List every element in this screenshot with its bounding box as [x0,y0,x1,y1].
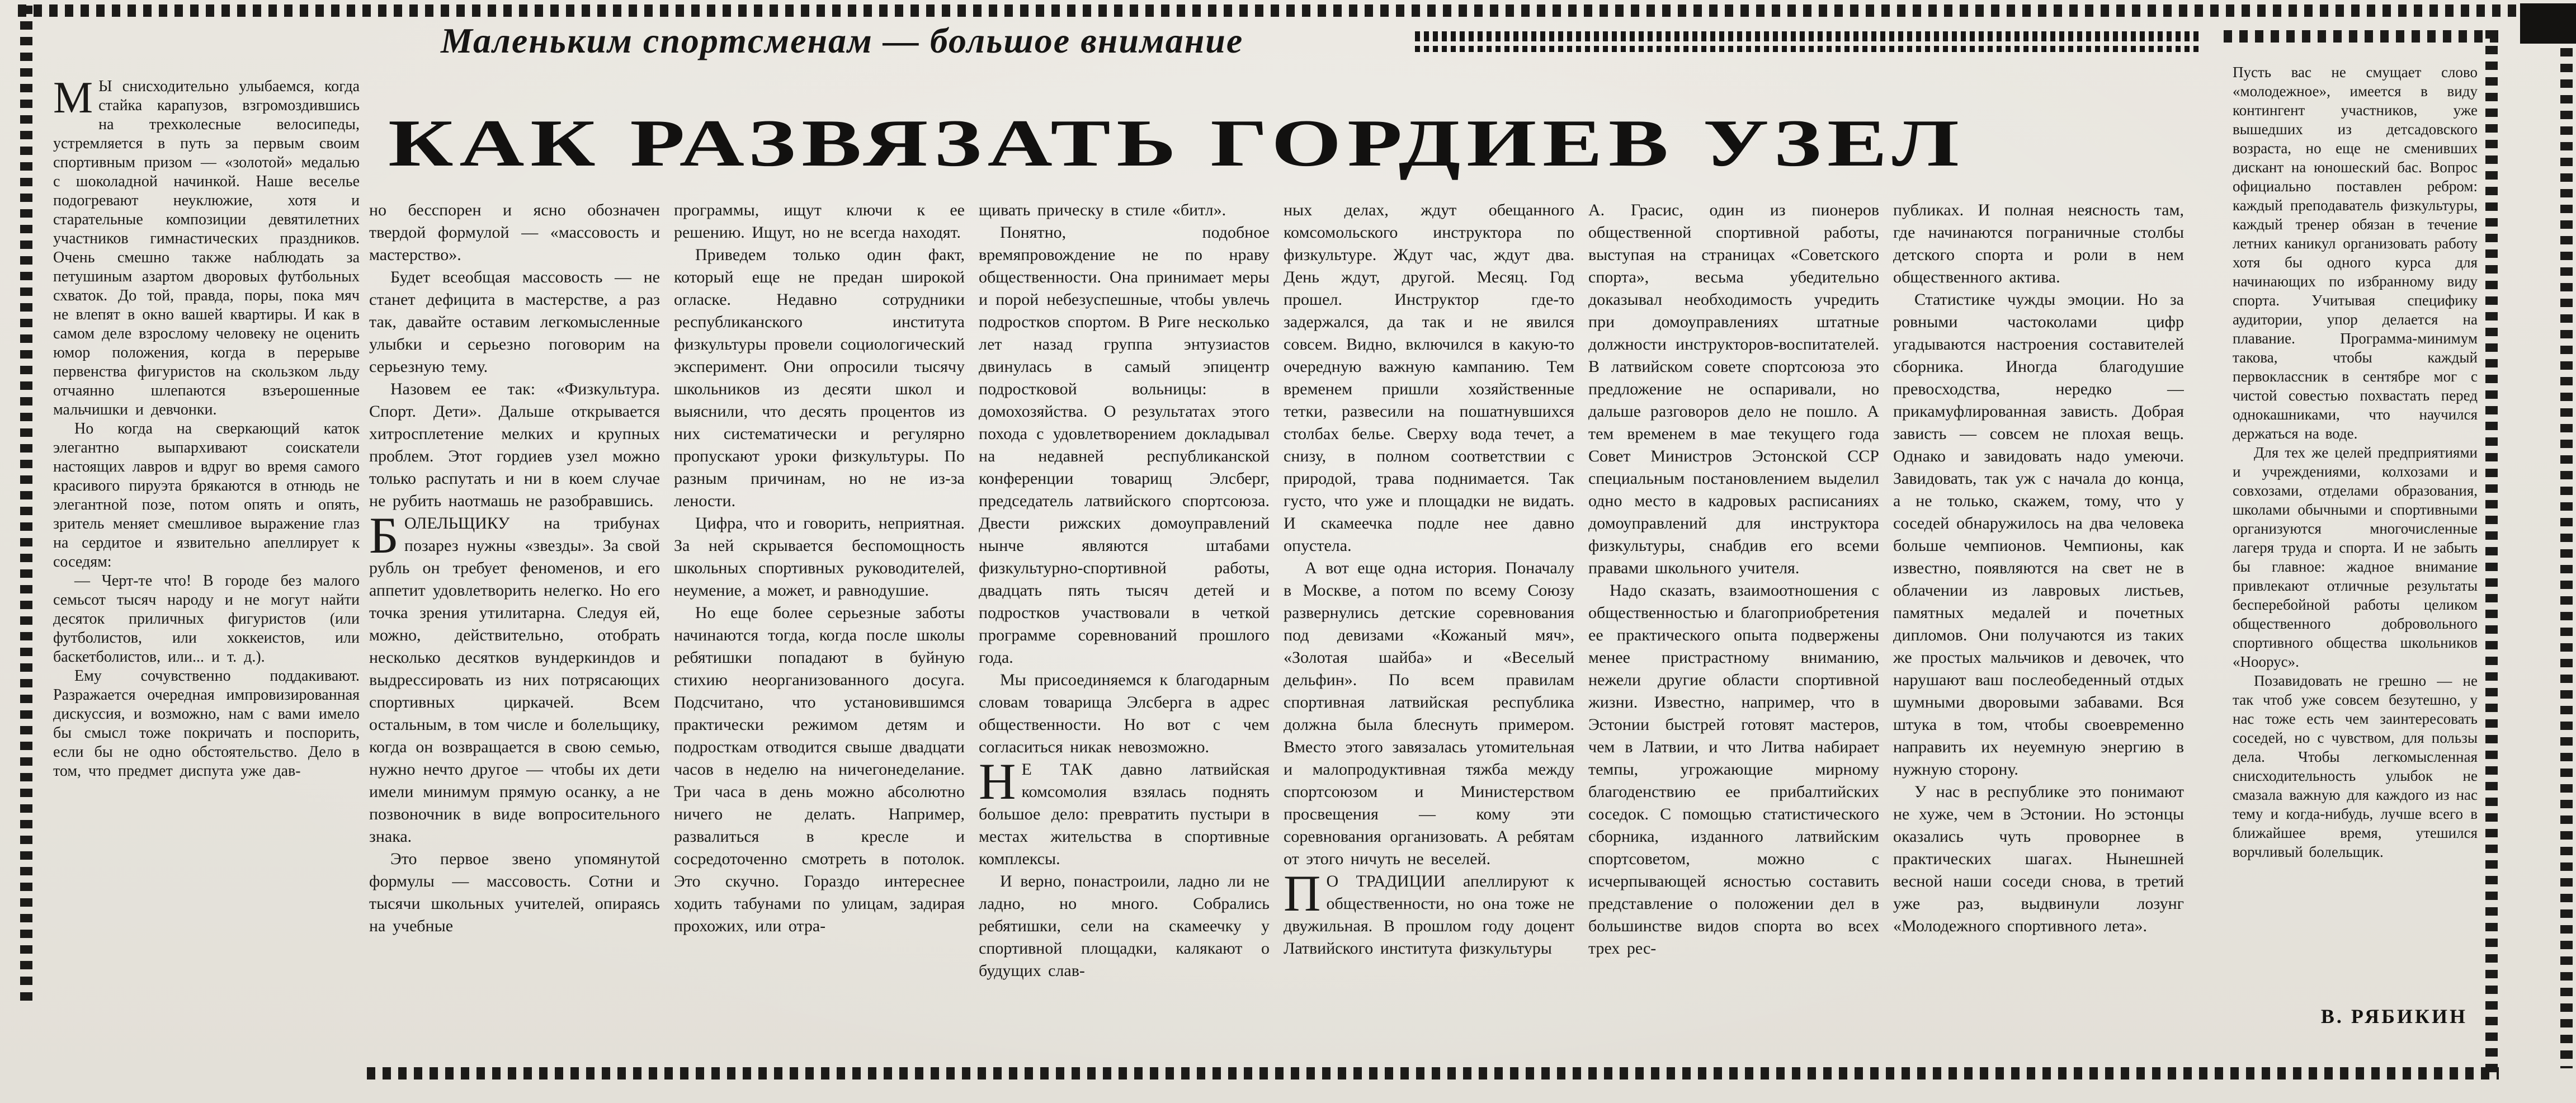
paragraph: программы, ищут ключи к ее решению. Ищут, но не всегда находят. [674,201,965,242]
right-box-side-rule [2485,30,2498,1080]
paragraph: Для тех же целей предприятиями и учреждениями, колхозами и совхозами, отделами образования, школами обычными и спортивными организуются многочисленные лагеря труда и спорта. И не забыть бы главное: жадное внимание привлекают отличные результаты бесперебойной работы целиком общественного добровольного спортивного общества школьников «Ноорус». [2233,444,2478,670]
drop-cap: М [53,77,93,122]
column-6 [1588,199,1879,1065]
paragraph: Мы присоединяемся к благодарным словам товарища Элсберга в адрес общественности. Но вот с чем согласиться никак невозможно. [979,671,1270,756]
paragraph: У нас в республике это понимают не хуже, чем в Эстонии. Но эстонцы оказались чуть проворнее в практических шагах. Нынешней весной наши соседи снова, в третий уже раз, выдвинули лозунг «Молодежного спортивного лета». [1893,783,2184,935]
paragraph: Понятно, подобное времяпровождение не по нраву общественности. Она принимает меры и порой небезуспешные, чтобы увлечь подростков спортом. В Риге несколько лет назад группа энтузиастов двинулась в самый эпицентр подростковой вольницы: в домохозяйства. О результатах этого похода с удовлетворением докладывал на недавней республиканской конференции товарищ Элсберг, председатель латвийского спортсоюза. Двести рижских домоуправлений нынче являются штабами физкультурно-спортивной работы, двадцать пять тысяч детей и подростков участвовали в четкой программе соревнований прошлого года. [979,223,1270,667]
paragraph: Н Е ТАК давно латвийская комсомолия взялась поднять большое дело: превратить пустыри в местах жительства в спортивные комплексы. [979,753,1270,868]
drop-cap: Б [369,507,399,564]
kicker-ornament-top [1415,31,2200,41]
paragraph: Это первое звено упомянутой формулы — массовость. Сотни и тысячи школьных учителей, опираясь на учебные [369,850,660,935]
paragraph: Но когда на сверкающий каток элегантно выпархивают соискатели настоящих лавров и вдруг во время самого красивого пируэта брякаются в отнюдь не элегантной позе, потом опять и опять, зритель меняет смешливое выражение глаз на сердитое и язвительно апеллирует к соседям: [53,420,360,571]
paragraph: БОЛЕЛЬЩИКУ на трибунах позарез нужны «звезды». За свой рубль он требует феноменов, и его аппетит удовлетворить нелегко. Но его точка зрения утилитарна. Следуя ей, можно, действительно, отобрать несколько десятков вундеркиндов и выдрессировать из них потрясающих спортивных циркачей. Всем остальным, в том числе и болельщику, когда он возвращается в свою семью, нужно нечто другое — чтобы их дети имели минимум прямую осанку, а не позвоночник в виде вопросительного знака. [369,507,660,846]
paragraph: М Ы снисходительно улыбаемся, когда стайка карапузов, взгромоздившись на трехколесные велосипеды, устремляется в путь за первым своим спортивным призом — «золотой» медалью с шоколадной начинкой. Наше веселье подогревают неуклюжие, хотя и старательные композиции девятилетних участников гимнастических праздников. Очень смешно также наблюдать за петушиным азартом дворовых футбольных схваток. До той, правда, поры, пока мяч не влепят в окно вашей квартиры. И как в самом деле взрослому человеку не оценить юмор положения, когда в перерыве первенства фигуристов на скользком льду отчаянно шлепаются взъерошенные мальчишки и девчонки. [53,77,360,418]
paragraph: Позавидовать не грешно — не так чтоб уже совсем безутешно, у нас тоже есть чем заинтересовать соседей, но с чувством, для пользы дела. Чтобы легкомысленная снисходительность улыбок не смазала важную для каждого из нас тему и когда-нибудь, лучше всего в ближайшее время, утешился ворчливый болельщик. [2233,672,2478,860]
byline: В. РЯБИКИН [2320,1005,2468,1027]
drop-cap: Н [979,753,1016,810]
page-edge-mark [2520,3,2576,44]
paragraph: И верно, понастроили, ладно ли не ладно, но много. Собрались ребятишки, сели на скамеечку у спортивной площадки, калякают о будущих слав- [979,872,1270,980]
paragraph: Пусть вас не смущает слово «молодежное», имеется в виду контингент участников, уже вышедших из детсадовского возраста, но еще не сменивших дискант на юношеский бас. Вопрос официально поставлен ребром: каждый преподаватель физкультуры, каждый тренер обязан в течение летних каникул организовать работу хотя бы одного курса для начинающих по избранному виду спорта. Учитывая специфику аудитории, упор делается на плавание. Программа-минимум такова, чтобы каждый первоклассник в сентябре мог с чистой совестью похвастать перед однокашниками, что научился держаться на воде. [2233,64,2478,442]
column-right [2233,63,2478,986]
headline: КАК РАЗВЯЗАТЬ ГОРДИЕВ УЗЕЛ [388,106,1965,180]
column-7 [1893,199,2184,1065]
bottom-rule-ornament [367,1067,2499,1080]
paragraph: Статистике чужды эмоции. Но за ровными частоколами цифр угадываются настроения составителей сборника. Иногда благодушие превосходства, нередко — прикамуфлированная зависть. Добрая зависть — совсем не плохая вещь. Однако и завидовать надо умеючи. Завидовать, так уж с начала до конца, а не только, скажем, тому, что у соседей обнаружилось на два человека больше чемпионов. Чемпионы, как известно, появляются на свет не в облачении из лавровых листьев, памятных медалей и почетных дипломов. Они получаются из таких же простых мальчиков и девочек, что нарушают ваш послеобеденный отдых шумными дворовыми забавами. Вся штука в том, чтобы своевременно направить их неуемную энергию в нужную сторону. [1893,290,2184,779]
right-box-top-rule [2224,30,2499,43]
paragraph: публиках. И полная неясность там, где начинаются пограничные столбы детского спорта и роли в нем общественного актива. [1893,201,2184,286]
top-rule-ornament [18,4,2533,17]
paragraph: Приведем только один факт, который еще не предан широкой огласке. Недавно сотрудники республиканского института физкультуры провели социологический эксперимент. Они опросили тысячу школьников из десяти школ и выяснили, что десять процентов из них систематически и регулярно пропускают уроки физкультуры. По разным причинам, но не из-за лености. [674,246,965,510]
column-5 [1284,199,1574,1065]
drop-cap: П [1284,865,1321,922]
page-edge-rule [2560,32,2573,1068]
column-left [53,77,360,950]
paragraph: П О ТРАДИЦИИ апеллируют к общественности, но она тоже не двужильная. В прошлом году доцент Латвийского института физкультуры [1284,865,1574,958]
paragraph: Надо сказать, взаимоотношения с общественностью и благоприобретения ее практического опыта подвержены менее пристрастному вниманию, нежели другие области спортивной жизни. Известно, например, что в Эстонии быстрей готовят мастеров, чем в Латвии, и что Литва набирает темпы, угрожающие мирному благоденствию ее прибалтийских соседок. С помощью статистического сборника, изданного латвийским спортсоветом, можно с исчерпывающей ясностью составить представление о положении дел в большинстве видов спорта во всех трех рес- [1588,581,1879,958]
paragraph: Цифра, что и говорить, неприятная. За ней скрывается беспомощность школьных спортивных руководителей, неумение, а может, и равнодушие. [674,514,965,600]
kicker: Маленьким спортсменам — большое внимание [441,21,1244,60]
column-2 [369,199,660,1065]
paragraph: — Черт-те что! В городе без малого семьсот тысяч народу и не могут найти десяток приличных фигуристов (или футболистов, или хоккеистов, или баскетболистов, или... и т. д.). [53,572,360,666]
column-4 [979,199,1270,1065]
paragraph: но бесспорен и ясно обозначен твердой формулой — «массовость и мастерство». [369,201,660,264]
column-3 [674,199,965,1065]
paragraph: Назовем ее так: «Физкультура. Спорт. Дети». Дальше открывается хитросплетение мелких и крупных проблем. Этот гордиев узел можно только распутать и ни в коем случае не рубить наотмашь не разобравшись. [369,380,660,510]
left-margin-rule [20,6,32,1005]
kicker-ornament-bottom [1415,46,2200,52]
paragraph: А вот еще одна история. Поначалу в Москве, а потом по всему Союзу развернулись детские соревнования под девизами «Кожаный мяч», «Золотая шайба» и «Веселый дельфин». По всем правилам спортивная латвийская республика должна была блеснуть примером. Вместо этого завязалась утомительная и малопродуктивная тяжба между спортсоюзом и Министерством просвещения — кому эти соревнования организовать. А ребятам от этого ничуть не веселей. [1284,559,1574,868]
paragraph: А. Грасис, один из пионеров общественной спортивной работы, выступая на страницах «Советского спорта», весьма убедительно доказывал необходимость учредить при домоуправлениях штатные должности инструкторов-воспитателей. В латвийском совете спортсоюза это предложение не оспаривали, но дальше разговоров дело не пошло. А тем временем в мае текущего года Совет Министров Эстонской ССР специальным постановлением выделил одно место в кадровых расписаниях домоуправлений для инструктора физкультуры, снабдив его всеми правами школьного учителя. [1588,201,1879,577]
paragraph: ных делах, ждут обещанного комсомольского инструктора по физкультуре. Ждут час, ждут два. День ждут, другой. Месяц. Год прошел. Инструктор где-то задержался, да так и не явился совсем. Видно, включился в какую-то очередную важную кампанию. Тем временем пришли хозяйственные тетки, развесили на пошатнувшихся столбах белье. Сверху вода течет, а снизу, в полном соответствии с природой, трава поднимается. Так густо, что уже и площадки не видать. И скамеечка подле нее давно опустела. [1284,201,1574,555]
paragraph: Будет всеобщая массовость — не станет дефицита в мастерстве, а раз так, давайте оставим легкомысленные улыбки и серьезно поговорим на серьезную тему. [369,268,660,376]
paragraph: Но еще более серьезные заботы начинаются тогда, когда после школы ребятишки попадают в буйную стихию неорганизованного досуга. Подсчитано, что установившимся практически режимом детям и подросткам отводится свыше двадцати часов в неделю на ничегонеделание. Три часа в день можно абсолютно ничего не делать. Например, развалиться в кресле и сосредоточенно смотреть в потолок. Это скучно. Гораздо интереснее ходить табунами по улицам, задирая прохожих, или отра- [674,604,965,935]
paragraph: Ему сочувственно поддакивают. Разражается очередная импровизированная дискуссия, и возможно, нам с вами имело бы смысл тоже покричать и поспорить, если бы не одно обстоятельство. Дело в том, что предмет диспута уже дав- [53,667,360,780]
paragraph: щивать прическу в стиле «битл». [979,201,1226,219]
